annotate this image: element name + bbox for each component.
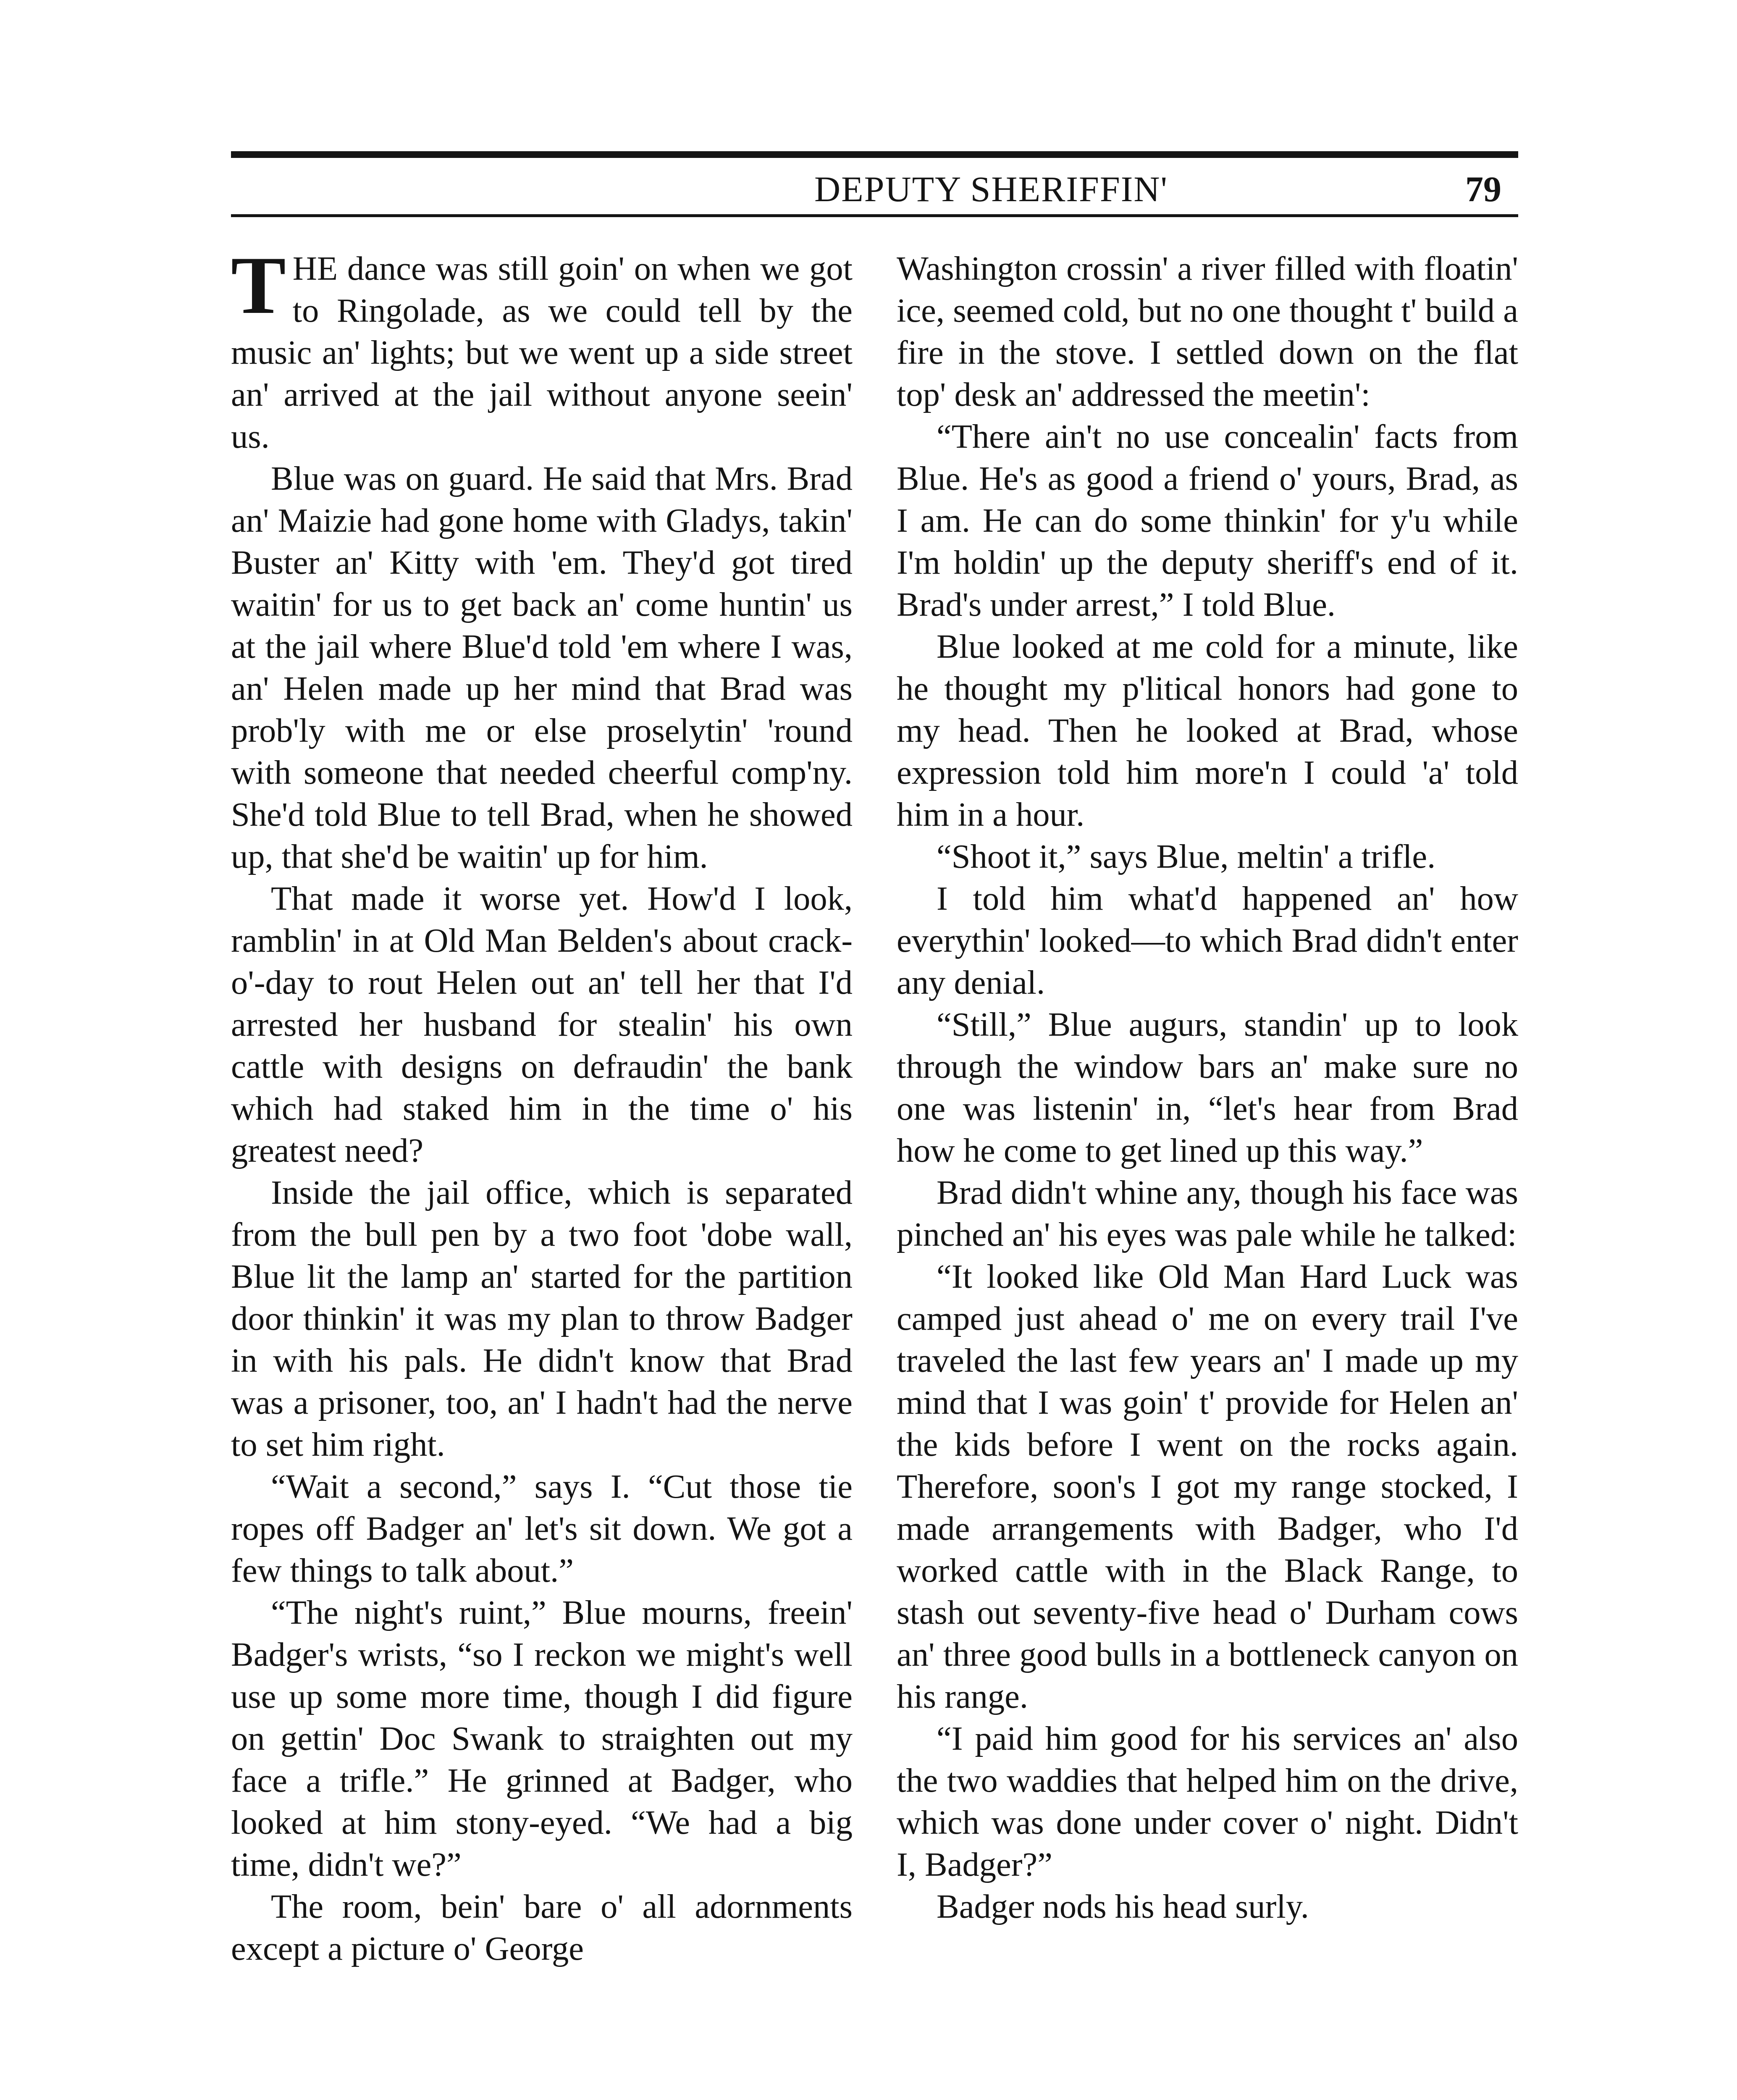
paragraph: Blue was on guard. He said that Mrs. Brad an' Maizie had gone home with Gladys, takin' Buster an' Kitty with 'em. They'd got tired waitin' for us to get back an' come huntin' us at the jail where Blue'd told 'em where I was, an' Helen made up her mind that Brad was prob'ly with me or else proselytin' 'round with someone that needed cheerful comp'ny. She'd told Blue to tell Brad, when he showed up, that she'd be waitin' up for him. xyxy=(231,460,853,875)
right-text-column xyxy=(897,248,1518,1928)
paragraph: “Wait a second,” says I. “Cut those tie ropes off Badger an' let's sit down. We got a few things to talk about.” xyxy=(231,1468,853,1589)
running-title: DEPUTY SHERIFFIN' xyxy=(814,169,1168,209)
header-rule-bottom xyxy=(231,214,1518,217)
paragraph: “The night's ruint,” Blue mourns, freein' Badger's wrists, “so I reckon we might's well use up some more time, though I did figure on gettin' Doc Swank to straighten out my face a trifle.” He grinned at Badger, who looked at him stony-eyed. “We had a big time, didn't we?” xyxy=(231,1594,853,1883)
paragraph: “It looked like Old Man Hard Luck was camped just ahead o' me on every trail I've traveled the last few years an' I made up my mind that I was goin' t' provide for Helen an' the kids before I went on the rocks again. Therefore, soon's I got my range stocked, I made arrangements with Badger, who I'd worked cattle with in the Black Range, to stash out seventy-five head o' Durham cows an' three good bulls in a bottleneck canyon on his range. xyxy=(897,1258,1518,1715)
page-number: 79 xyxy=(1465,169,1501,209)
paragraph: The room, bein' bare o' all adornments except a picture o' George xyxy=(231,1888,853,1967)
header-rule-top xyxy=(231,151,1518,158)
paragraph: Blue looked at me cold for a minute, like he thought my p'litical honors had gone to my head. Then he looked at Brad, whose expression told him more'n I could 'a' told him in a hour. xyxy=(897,628,1518,833)
page-header xyxy=(231,166,1518,212)
paragraph: “I paid him good for his services an' also the two waddies that helped him on the drive, which was done under cover o' night. Didn't I, Badger?” xyxy=(897,1720,1518,1883)
paragraph: I told him what'd happened an' how everythin' looked—to which Brad didn't enter any denial. xyxy=(897,880,1518,1001)
paragraph xyxy=(231,240,853,458)
paragraph: “There ain't no use concealin' facts from Blue. He's as good a friend o' yours, Brad, as I am. He can do some thinkin' for y'u while I'm holdin' up the deputy sheriff's end of it. Brad's under arrest,” I told Blue. xyxy=(897,418,1518,623)
left-text-column xyxy=(231,240,853,1970)
paragraph: Badger nods his head surly. xyxy=(937,1888,1309,1925)
paragraph: Brad didn't whine any, though his face was pinched an' his eyes was pale while he talked: xyxy=(897,1174,1518,1253)
paragraph: “Still,” Blue augurs, standin' up to look through the window bars an' make sure no one was listenin' in, “let's hear from Brad how he come to get lined up this way.” xyxy=(897,1006,1518,1169)
paragraph: “Shoot it,” says Blue, meltin' a trifle. xyxy=(937,838,1436,875)
paragraph: That made it worse yet. How'd I look, ramblin' in at Old Man Belden's about crack-o'-day to rout Helen out an' tell her that I'd arrested her husband for stealin' his own cattle with designs on defraudin' the bank which had staked him in the time o' his greatest need? xyxy=(231,880,853,1169)
paragraph: Inside the jail office, which is separated from the bull pen by a two foot 'dobe wall, Blue lit the lamp an' started for the partition door thinkin' it was my plan to throw Badger in with his pals. He didn't know that Brad was a prisoner, too, an' I hadn't had the nerve to set him right. xyxy=(231,1174,853,1463)
paragraph-text: HE dance was still goin' on when we got to Ringolade, as we could tell by the music an' lights; but we went up a side street an' arrived at the jail without anyone seein' us. xyxy=(231,250,853,455)
drop-cap: T xyxy=(231,240,286,331)
paragraph-continued: Washington crossin' a river filled with floatin' ice, seemed cold, but no one thought t' build a fire in the stove. I settled down on the flat top' desk an' addressed the meetin': xyxy=(897,250,1518,413)
